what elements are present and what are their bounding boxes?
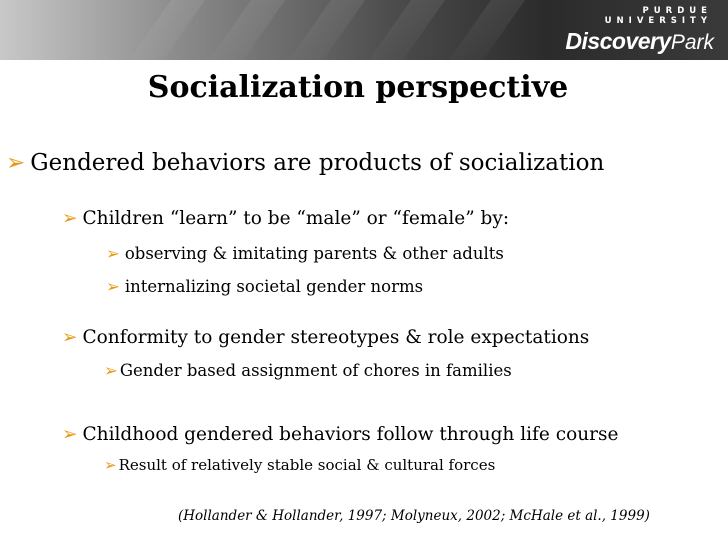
arrowhead-bullet-icon: ➢ [106,277,120,296]
arrowhead-bullet-icon: ➢ [62,208,78,229]
arrowhead-bullet-icon: ➢ [62,424,78,445]
bullet-level1 [6,150,604,176]
slide-title: Socialization perspective [147,70,569,105]
bullet-level2 [62,424,618,445]
bullet-text: Childhood gendered behaviors follow through life course [82,424,619,445]
arrowhead-bullet-icon: ➢ [104,361,118,380]
bullet-level2 [62,327,589,348]
bullet-text: Result of relatively stable social & cultural forces [118,456,496,474]
bullet-text: internalizing societal gender norms [124,277,424,296]
bullet-level3 [106,277,423,296]
bullet-level3 [104,361,512,380]
arrowhead-bullet-icon: ➢ [62,327,78,348]
bullet-text: observing & imitating parents & other adults [124,244,504,263]
header-banner [0,0,728,60]
arrowhead-bullet-icon: ➢ [106,244,120,263]
bullet-text: Gendered behaviors are products of socialization [30,150,605,176]
banner-stripe [129,0,205,60]
arrowhead-bullet-icon: ➢ [6,150,26,176]
bullet-text: Children “learn” to be “male” or “female” by: [82,208,510,229]
university-name: PURDUE UNIVERSITY [604,6,712,26]
banner-stripe [209,0,285,60]
bullet-level3 [104,456,495,474]
bullet-text: Conformity to gender stereotypes & role expectations [82,327,590,348]
bullet-level2 [62,208,509,229]
citation: (Hollander & Hollander, 1997; Molyneux, 2002; McHale et al., 1999) [178,508,650,524]
brand-suffix: Park [670,31,714,54]
banner-stripe [369,0,445,60]
brand-main: Discovery [565,28,671,54]
bullet-level3 [106,244,504,263]
arrowhead-bullet-icon: ➢ [104,456,117,474]
bullet-text: Gender based assignment of chores in families [119,361,512,380]
banner-stripe [289,0,365,60]
brand-wordmark [554,28,714,55]
banner-stripe [449,0,525,60]
discovery-park-logo [554,6,714,52]
